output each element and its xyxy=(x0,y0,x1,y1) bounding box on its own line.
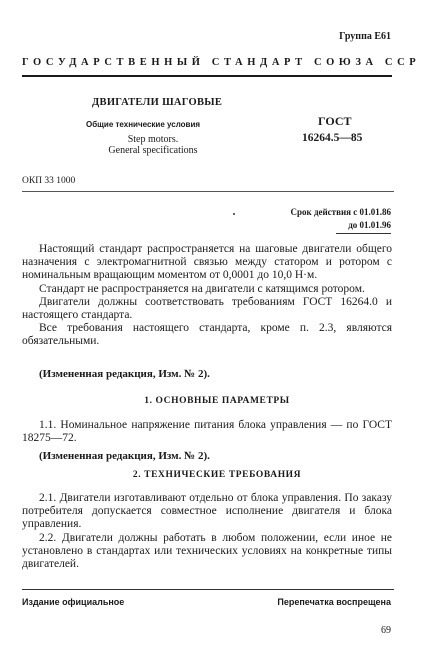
bottom-rule xyxy=(22,589,394,590)
state-standard-header: ГОСУДАРСТВЕННЫЙ СТАНДАРТ СОЮЗА ССР xyxy=(22,57,421,68)
validity-start: Срок действия с 01.01.86 xyxy=(290,207,391,217)
okp-code: ОКП 33 1000 xyxy=(22,176,76,186)
reprint-prohibited-label: Перепечатка воспрещена xyxy=(277,597,391,607)
middle-rule xyxy=(22,191,394,192)
official-edition-label: Издание официальное xyxy=(22,597,125,607)
english-title-line-2: General specifications xyxy=(108,145,198,156)
paragraph-1-1: 1.1. Номинальное напряжение питания блока управления — по ГОСТ 18275—72. xyxy=(22,419,392,445)
validity-end: до 01.01.96 xyxy=(348,220,391,230)
document-title: ДВИГАТЕЛИ ШАГОВЫЕ xyxy=(92,97,223,108)
amendment-note-2: (Измененная редакция, Изм. № 2). xyxy=(39,450,210,462)
validity-underline xyxy=(336,233,391,234)
paragraph-scope: Настоящий стандарт распространяется на шаговые двигатели общего назначения с электромагнитной связью между статором и ротором с номинальным вращающим моментом от 0,0001 до 10,0 Н·м. xyxy=(22,243,392,282)
amendment-note-1: (Измененная редакция, Изм. № 2). xyxy=(39,368,210,380)
english-title-line-1: Step motors. xyxy=(127,134,179,145)
print-dot xyxy=(233,213,235,215)
paragraph-compliance: Двигатели должны соответствовать требованиям ГОСТ 16264.0 и настоящего стандарта. xyxy=(22,295,392,322)
section-heading-1: 1. ОСНОВНЫЕ ПАРАМЕТРЫ xyxy=(144,396,290,406)
paragraph-2-1: 2.1. Двигатели изготавливают отдельно от блока управления. По заказу потребителя допускается совместное исполнение двигателя и блока управления. xyxy=(22,492,392,531)
intro-block xyxy=(22,243,392,349)
page-number: 69 xyxy=(381,625,391,636)
english-title xyxy=(93,134,213,156)
section-1-block xyxy=(22,419,392,445)
group-label: Группа Е61 xyxy=(339,31,391,42)
gost-number: 16264.5—85 xyxy=(302,132,363,144)
top-rule xyxy=(22,75,392,77)
paragraph-mandatory: Все требования настоящего стандарта, кроме п. 2.3, являются обязательными. xyxy=(22,322,392,348)
gost-label: ГОСТ xyxy=(318,114,352,128)
paragraph-2-2: 2.2. Двигатели должны работать в любом положении, если иное не установлено в стандартах или технических условиях на конкретные типы двигателей. xyxy=(22,531,392,571)
document-subtitle: Общие технические условия xyxy=(86,120,201,129)
section-heading-2: 2. ТЕХНИЧЕСКИЕ ТРЕБОВАНИЯ xyxy=(132,470,302,480)
paragraph-exclusion: Стандарт не распространяется на двигатели с катящимся ротором. xyxy=(39,282,365,295)
section-2-block xyxy=(22,492,392,571)
